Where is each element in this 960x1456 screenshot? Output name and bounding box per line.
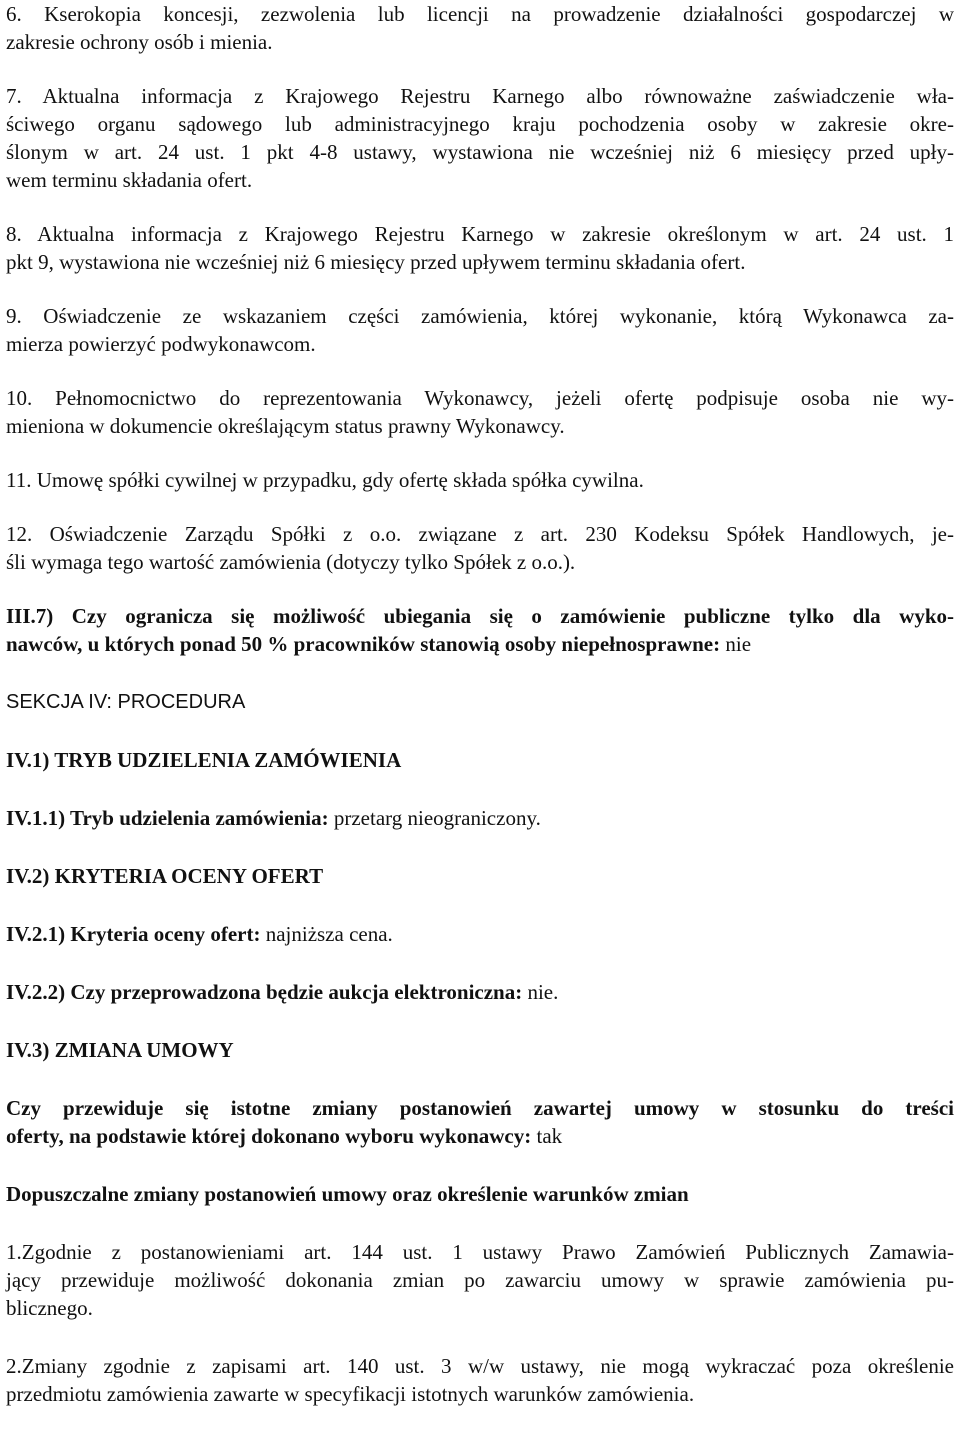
list-item-8-line-2: pkt 9, wystawiona nie wcześniej niż 6 miesięcy przed upływem terminu składania ofert.	[6, 250, 746, 274]
change-item-1-line-2: jący przewiduje możliwość dokonania zmian po zawarciu umowy w sprawie zamówienia pu-	[6, 1268, 954, 1292]
list-item-10-line-2: mieniona w dokumencie określającym status prawny Wykonawcy.	[6, 414, 565, 438]
changes-heading: Dopuszczalne zmiany postanowień umowy oraz określenie warunków zmian	[6, 1182, 689, 1206]
list-item-11-line-1: 11. Umowę spółki cywilnej w przypadku, gdy ofertę składa spółka cywilna.	[6, 468, 644, 492]
section-heading: SEKCJA IV: PROCEDURA	[6, 691, 246, 713]
list-item-12-line-1: 12. Oświadczenie Zarządu Spółki z o.o. związane z art. 230 Kodeksu Spółek Handlowych, je-	[6, 522, 954, 546]
section-iii7-question-line-1: III.7) Czy ogranicza się możliwość ubiegania się o zamówienie publiczne tylko dla wyko-	[6, 604, 954, 628]
iv22-label: IV.2.2) Czy przeprowadzona będzie aukcja elektroniczna:	[6, 980, 523, 1004]
list-item-9-line-2: mierza powierzyć podwykonawcom.	[6, 332, 316, 356]
section-iii7-question-text: nawców, u których ponad 50 % pracowników stanowią osoby niepełnosprawne:	[6, 632, 721, 656]
iv21-value: najniższa cena.	[260, 922, 393, 946]
list-item-7-line-4: wem terminu składania ofert.	[6, 168, 253, 192]
section-iii7	[6, 602, 954, 658]
iv3-question-text: oferty, na podstawie której dokonano wyboru wykonawcy:	[6, 1124, 532, 1148]
iv3-answer: tak	[531, 1124, 563, 1148]
section-iii7-answer: nie	[720, 632, 752, 656]
list-item-9-line-1: 9. Oświadczenie ze wskazaniem części zamówienia, której wykonanie, którą Wykonawca za-	[6, 304, 954, 328]
iv3-heading: IV.3) ZMIANA UMOWY	[6, 1038, 234, 1062]
iv3-question-line-1: Czy przewiduje się istotne zmiany postanowień zawartej umowy w stosunku do treści	[6, 1096, 954, 1120]
list-item-7-line-3: ślonym w art. 24 ust. 1 pkt 4-8 ustawy, wystawiona nie wcześniej niż 6 miesięcy przed upły-	[6, 140, 954, 164]
iv21-row	[6, 920, 954, 948]
list-item-8	[6, 220, 954, 276]
list-item-9	[6, 302, 954, 358]
iv2-heading: IV.2) KRYTERIA OCENY OFERT	[6, 864, 324, 888]
iv22-row	[6, 978, 954, 1006]
list-item-6-line-2: zakresie ochrony osób i mienia.	[6, 30, 273, 54]
iv3-question	[6, 1094, 954, 1150]
iv11-label: IV.1.1) Tryb udzielenia zamówienia:	[6, 806, 329, 830]
change-item-1	[6, 1238, 954, 1322]
list-item-7-line-1: 7. Aktualna informacja z Krajowego Rejestru Karnego albo równoważne zaświadczenie wła-	[6, 84, 954, 108]
list-item-10-line-1: 10. Pełnomocnictwo do reprezentowania Wykonawcy, jeżeli ofertę podpisuje osoba nie wy-	[6, 386, 954, 410]
list-item-10	[6, 384, 954, 440]
change-item-1-line-1: 1.Zgodnie z postanowieniami art. 144 ust. 1 ustawy Prawo Zamówień Publicznych Zamawia-	[6, 1240, 954, 1264]
list-item-6-line-1: 6. Kserokopia koncesji, zezwolenia lub licencji na prowadzenie działalności gospodarczej w	[6, 2, 954, 26]
section-iii7-question-line-2	[6, 630, 954, 658]
list-item-8-line-1: 8. Aktualna informacja z Krajowego Rejestru Karnego w zakresie określonym w art. 24 ust. 1	[6, 222, 954, 246]
change-item-2-line-1: 2.Zmiany zgodnie z zapisami art. 140 ust. 3 w/w ustawy, nie mogą wykraczać poza określenie	[6, 1354, 954, 1378]
change-item-2	[6, 1352, 954, 1408]
list-item-7-line-2: ściwego organu sądowego lub administracyjnego kraju pochodzenia osoby w zakresie okre-	[6, 112, 954, 136]
iv1-heading: IV.1) TRYB UDZIELENIA ZAMÓWIENIA	[6, 748, 402, 772]
change-item-2-line-2: przedmiotu zamówienia zawarte w specyfikacji istotnych warunków zamówienia.	[6, 1382, 695, 1406]
iv11-row	[6, 804, 954, 832]
list-item-11	[6, 466, 954, 494]
document-page	[6, 0, 954, 1408]
change-item-1-line-3: blicznego.	[6, 1296, 93, 1320]
list-item-7	[6, 82, 954, 194]
list-item-12-line-2: śli wymaga tego wartość zamówienia (dotyczy tylko Spółek z o.o.).	[6, 550, 576, 574]
iv21-label: IV.2.1) Kryteria oceny ofert:	[6, 922, 261, 946]
iv11-value: przetarg nieograniczony.	[328, 806, 541, 830]
iv22-value: nie.	[522, 980, 559, 1004]
list-item-6	[6, 0, 954, 56]
list-item-12	[6, 520, 954, 576]
iv3-question-line-2	[6, 1122, 954, 1150]
